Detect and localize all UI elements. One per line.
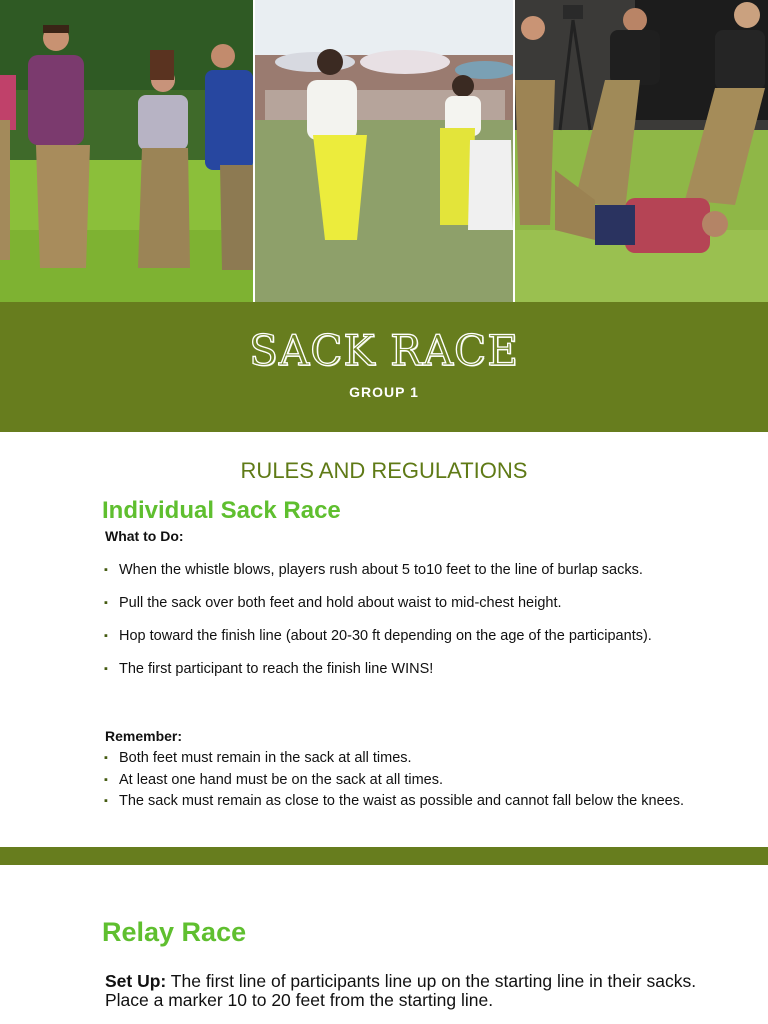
setup-paragraph (105, 972, 725, 1010)
bullet-icon: ▪ (104, 597, 108, 609)
page-subtitle: GROUP 1 (349, 384, 419, 400)
list-item: ▪ Hop toward the finish line (about 20-30 ft depending on the age of the participants). (104, 628, 652, 644)
remember-label: Remember: (105, 728, 183, 744)
setup-label: Set Up: (105, 971, 167, 991)
bullet-icon: ▪ (104, 752, 108, 764)
list-item: ▪ When the whistle blows, players rush about 5 to10 feet to the line of burlap sacks. (104, 562, 643, 578)
adults-sack-race-photo (0, 0, 253, 302)
list-item: ▪ The sack must remain as close to the waist as possible and cannot fall below the knees. (104, 791, 704, 813)
list-item: ▪ At least one hand must be on the sack at all times. (104, 770, 704, 792)
list-item: ▪ The first participant to reach the finish line WINS! (104, 661, 434, 677)
setup-text: The first line of participants line up on the starting line in their sacks. Place a marker 10 to 20 feet from the starting line. (105, 971, 697, 1010)
bullet-icon: ▪ (104, 773, 108, 786)
rules-heading: RULES AND REGULATIONS (240, 458, 528, 483)
list-item: ▪ Both feet must remain in the sack at all times. (104, 748, 704, 770)
children-sack-race-photo (255, 0, 513, 302)
relay-race-heading: Relay Race (102, 917, 247, 947)
bullet-icon: ▪ (104, 630, 108, 642)
individual-race-heading: Individual Sack Race (102, 497, 341, 524)
sack-race-fall-photo (515, 0, 768, 302)
list-item: ▪ Pull the sack over both feet and hold about waist to mid-chest height. (104, 595, 562, 611)
section-divider (0, 847, 768, 865)
what-to-do-list (104, 561, 744, 693)
bullet-icon: ▪ (104, 795, 108, 807)
bullet-icon: ▪ (104, 663, 108, 675)
what-to-do-label: What to Do: (105, 528, 184, 544)
remember-list (104, 748, 704, 813)
bullet-icon: ▪ (104, 564, 108, 576)
title-band (0, 302, 768, 432)
page-title: SACK RACE (249, 326, 519, 375)
photo-strip (0, 0, 768, 302)
